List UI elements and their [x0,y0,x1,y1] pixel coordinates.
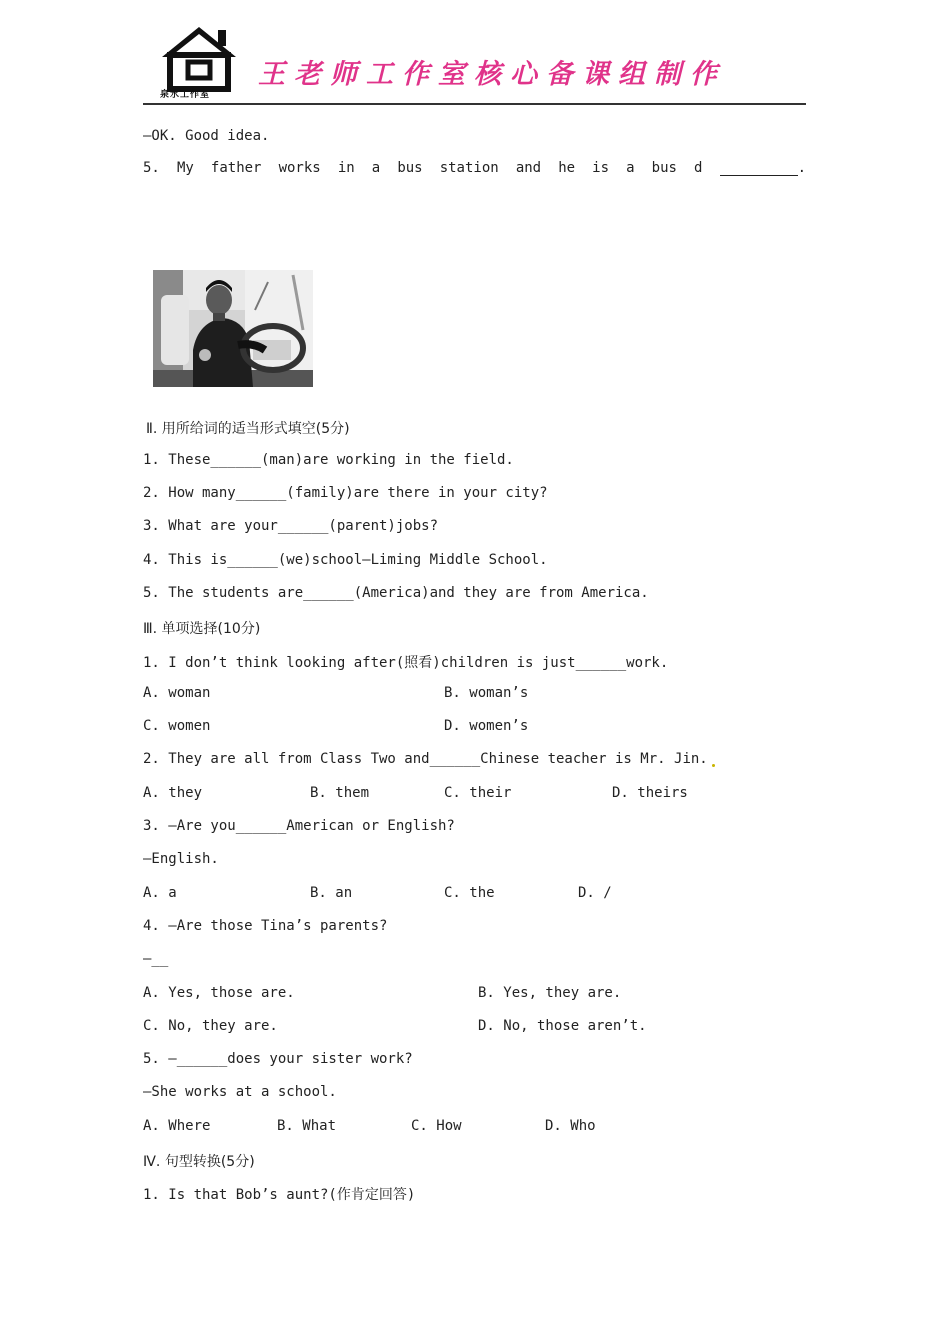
q5-word: and [515,160,542,176]
s3-q3-response: —English. [143,851,219,867]
q5-word: is [592,160,610,176]
s3-q5-option-a[interactable]: A. Where [143,1118,211,1134]
stray-dot [712,764,715,767]
s2-question-3: 3. What are your______(parent)jobs? [143,518,439,534]
s3-q5-option-c[interactable]: C. How [411,1118,462,1134]
q5-end: . [797,160,806,176]
s3-q3-option-a[interactable]: A. a [143,885,177,901]
s3-q2-option-d[interactable]: D. theirs [612,785,688,801]
header-divider [143,103,806,105]
s3-question-3: 3. —Are you______American or English? [143,818,455,834]
q5-word: in [337,160,355,176]
answer-blank[interactable] [720,161,798,176]
s3-q5-response: —She works at a school. [143,1084,337,1100]
s3-q3-option-c[interactable]: C. the [444,885,495,901]
s3-question-4: 4. —Are those Tina’s parents? [143,918,388,934]
s2-question-2: 2. How many______(family)are there in your city? [143,485,548,501]
s2-question-5: 5. The students are______(America)and they are from America. [143,585,649,601]
q5-word: bus [397,160,423,176]
banner-title: 王老师工作室核心备课组制作 [258,59,726,90]
q5-word: works [278,160,321,176]
s3-q3-option-b[interactable]: B. an [310,885,353,901]
section-3-title: Ⅲ. 单项选择(10分) [143,621,261,637]
s3-q5-option-d[interactable]: D. Who [545,1118,596,1134]
s3-q1-option-c[interactable]: C. women [143,718,211,734]
s2-question-4: 4. This is______(we)school—Liming Middle School. [143,552,548,568]
s3-q4-option-d[interactable]: D. No, those aren’t. [478,1018,647,1034]
logo-caption: 泉水工作室 [160,90,211,100]
question-5-bus-driver [143,160,806,176]
s4-question-1: 1. Is that Bob’s aunt?(作肯定回答) [143,1187,416,1203]
s3-question-1: 1. I don’t think looking after(照看)children is just______work. [143,655,669,671]
q5-word: father [210,160,262,176]
q5-word: station [439,160,499,176]
s3-q4-option-c[interactable]: C. No, they are. [143,1018,278,1034]
q5-word: he [558,160,576,176]
bus-driver-photo [153,270,313,387]
s3-q5-option-b[interactable]: B. What [277,1118,337,1134]
s3-q2-option-c[interactable]: C. their [444,785,512,801]
s3-q4-option-a[interactable]: A. Yes, those are. [143,985,295,1001]
section-2-title: Ⅱ. 用所给词的适当形式填空(5分) [146,421,350,437]
s3-q3-option-d[interactable]: D. / [578,885,612,901]
q5-word: My [176,160,194,176]
s3-question-2: 2. They are all from Class Two and______Chinese teacher is Mr. Jin. [143,751,708,767]
s3-q4-option-b[interactable]: B. Yes, they are. [478,985,622,1001]
s3-q1-option-d[interactable]: D. women’s [444,718,529,734]
s3-q1-option-b[interactable]: B. woman’s [444,685,529,701]
q5-word: a [371,160,381,176]
q5-word: d [694,160,703,176]
ok-line: —OK. Good idea. [143,128,270,144]
s3-q1-option-a[interactable]: A. woman [143,685,211,701]
q5-word: a [626,160,635,176]
s3-q2-option-b[interactable]: B. them [310,785,370,801]
section-4-title: Ⅳ. 句型转换(5分) [143,1154,255,1170]
s3-question-5: 5. —______does your sister work? [143,1051,413,1067]
q5-word: bus [651,160,677,176]
s3-q2-option-a[interactable]: A. they [143,785,203,801]
s2-question-1: 1. These______(man)are working in the field. [143,452,514,468]
q5-word: 5. [143,160,160,176]
s3-q4-response: —__ [143,951,169,967]
